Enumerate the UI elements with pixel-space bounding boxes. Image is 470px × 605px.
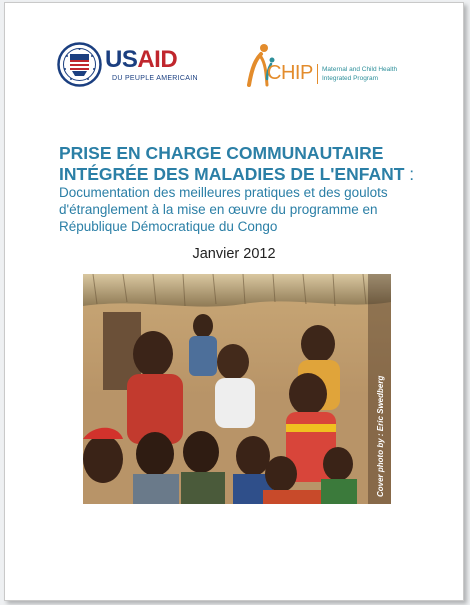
report-subtitle bbox=[59, 184, 439, 235]
title-line-1: PRISE EN CHARGE COMMUNAUTAIRE bbox=[59, 143, 384, 163]
cover-photo bbox=[83, 274, 391, 504]
cover-page bbox=[4, 2, 464, 601]
mchip-subtitle-line2: Integrated Program bbox=[322, 75, 379, 82]
title-line-2: INTÉGRÉE DES MALADIES DE L'ENFANT : bbox=[59, 164, 415, 184]
usaid-logo bbox=[57, 42, 207, 90]
mchip-logo bbox=[245, 41, 435, 89]
usaid-wordmark: USAID bbox=[105, 46, 178, 73]
subtitle-line-3: République Démocratique du Congo bbox=[59, 219, 278, 234]
mchip-divider bbox=[317, 64, 318, 84]
mchip-subtitle bbox=[322, 65, 397, 83]
subtitle-line-2: d'étranglement à la mise en œuvre du programme en bbox=[59, 202, 378, 217]
subtitle-line-1: Documentation des meilleures pratiques et des goulots bbox=[59, 185, 388, 200]
usaid-tagline: DU PEUPLE AMERICAIN bbox=[112, 75, 198, 82]
mchip-wordmark: CHIP bbox=[267, 62, 313, 84]
mchip-subtitle-line1: Maternal and Child Health bbox=[322, 66, 398, 73]
photo-credit: Cover photo by : Eric Swedberg bbox=[376, 375, 385, 497]
children-photo-illustration bbox=[83, 274, 391, 504]
report-title bbox=[59, 143, 439, 185]
usaid-seal-icon bbox=[57, 42, 102, 87]
publication-date: Janvier 2012 bbox=[192, 246, 276, 262]
